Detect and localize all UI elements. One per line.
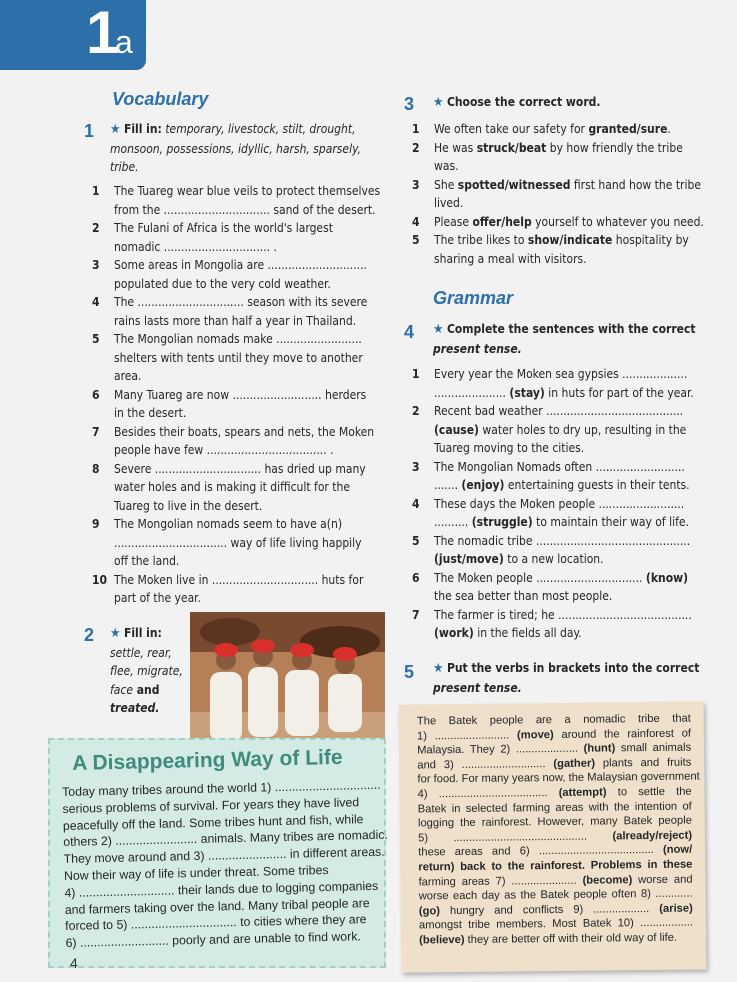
text-span: logging the rainforest. However, many Batek people bbox=[417, 814, 692, 830]
text-span: these areas and 6) ..................................... bbox=[418, 844, 664, 859]
word-choice: granted/sure bbox=[588, 122, 668, 136]
item-number: 8 bbox=[92, 461, 100, 476]
verb-hint: (hunt) bbox=[583, 742, 616, 755]
text-span: to settle the bbox=[606, 785, 692, 799]
list-item bbox=[92, 478, 377, 497]
vocabulary-heading: Vocabulary bbox=[112, 89, 209, 109]
star-icon: ★ bbox=[110, 626, 121, 641]
verb-hint: (cause) bbox=[434, 422, 479, 437]
exercise-3-list bbox=[412, 120, 702, 268]
text-line: others 2) ........................ animals. Many tribes are nomadic. bbox=[63, 828, 389, 850]
item-text: water holes and is making it difficult for the bbox=[114, 480, 351, 494]
list-item bbox=[412, 624, 702, 643]
item-text: the sea better than most people. bbox=[434, 589, 613, 603]
item-text: Recent bad weather ........................................ bbox=[434, 404, 684, 418]
item-text: The tribe likes to bbox=[434, 233, 528, 247]
word-choice: spotted/witnessed bbox=[457, 177, 571, 192]
list-item bbox=[412, 231, 702, 250]
word-choice: show/indicate bbox=[527, 233, 613, 247]
item-text: ..................... bbox=[434, 385, 510, 400]
item-text: The Fulani of Africa is the world's largest bbox=[114, 221, 333, 235]
item-text: by how friendly the tribe bbox=[546, 140, 683, 155]
exercise-5-text bbox=[416, 712, 700, 948]
text-span: farming areas 7) ..................... bbox=[418, 874, 583, 888]
verb-hint: (know) bbox=[645, 570, 689, 585]
list-item bbox=[92, 497, 377, 516]
verb-hint: (enjoy) bbox=[461, 478, 505, 492]
list-item bbox=[412, 458, 702, 477]
item-text: entertaining guests in their tents. bbox=[504, 478, 690, 492]
list-item bbox=[92, 256, 377, 275]
text-span: worse and bbox=[632, 873, 693, 886]
item-text: part of the year. bbox=[114, 591, 201, 605]
text-span: amongst tribe members. Most Batek 10) ................. bbox=[418, 916, 694, 932]
item-text: to maintain their way of life. bbox=[532, 515, 689, 529]
item-text: Every year the Moken sea gypsies ................... bbox=[434, 367, 688, 381]
list-item bbox=[92, 182, 381, 201]
star-icon: ★ bbox=[110, 122, 121, 137]
item-text: . bbox=[667, 122, 671, 136]
text-line: forced to 5) ............................... to cities where they are bbox=[65, 912, 367, 934]
text-span: they are better off with their old way of life. bbox=[464, 931, 678, 946]
exercise-1-list bbox=[92, 182, 381, 608]
item-text: The Moken people ............................... bbox=[434, 570, 646, 585]
item-text: area. bbox=[114, 369, 142, 383]
item-text: She bbox=[434, 177, 458, 192]
exercise-4-number: 4 bbox=[404, 322, 415, 342]
list-item bbox=[412, 402, 702, 421]
unit-number: 1 bbox=[86, 0, 120, 66]
exercise-5-number: 5 bbox=[404, 662, 415, 682]
text-span: Batek in selected farming areas with the intention of bbox=[417, 800, 692, 815]
exercise-3-number: 3 bbox=[404, 94, 415, 114]
unit-letter: a bbox=[115, 24, 133, 60]
item-number: 2 bbox=[92, 221, 100, 235]
item-text: nomadic ............................... . bbox=[114, 239, 277, 254]
star-icon: ★ bbox=[433, 661, 444, 676]
exercise-4-instruction: ★ Complete the sentences with the correct present tense. bbox=[433, 322, 696, 356]
list-item bbox=[92, 552, 377, 571]
verb-hint: (stay) bbox=[509, 385, 545, 400]
item-number: 2 bbox=[412, 404, 420, 418]
item-number: 3 bbox=[92, 258, 100, 272]
item-number: 3 bbox=[412, 177, 420, 192]
verb-hint: (just/move) bbox=[434, 552, 504, 566]
item-text: The Mongolian nomads seem to have a(n) bbox=[114, 517, 343, 531]
exercise-2-instruction: ★ Fill in: settle, rear, flee, migrate, face and treated. bbox=[110, 626, 183, 715]
list-item bbox=[92, 349, 377, 368]
item-text: Some areas in Mongolia are ............................. bbox=[114, 258, 367, 272]
item-text: The nomadic tribe ............................................. bbox=[434, 533, 691, 548]
item-number: 6 bbox=[412, 570, 420, 585]
item-text: We often take our safety for bbox=[434, 122, 589, 136]
page-number: 4 bbox=[70, 955, 78, 971]
item-text: off the land. bbox=[114, 554, 180, 568]
item-text: The Mongolian nomads make ......................... bbox=[114, 332, 362, 346]
exercise-1-number: 1 bbox=[84, 121, 95, 141]
item-number: 4 bbox=[92, 295, 100, 309]
list-item bbox=[412, 365, 702, 384]
item-number: 5 bbox=[412, 533, 420, 548]
reading-text bbox=[62, 777, 389, 952]
item-number: 7 bbox=[412, 607, 420, 622]
exercise-1-instruction: ★ Fill in: temporary, livestock, stilt, drought, monsoon, possessions, idyllic, harsh, sparsely, tribe. bbox=[110, 122, 361, 174]
exercise-3-instruction: ★ Choose the correct word. bbox=[433, 95, 601, 110]
text-span: 5) ........................................... bbox=[418, 830, 613, 845]
list-item bbox=[412, 569, 702, 588]
verb-hint: (already/reject) bbox=[612, 829, 693, 843]
item-text: to a new location. bbox=[503, 552, 604, 566]
item-text: Severe ............................... has dried up many bbox=[114, 461, 366, 476]
list-item bbox=[92, 219, 377, 238]
text-span: plants and fruits bbox=[594, 756, 692, 770]
item-text: .......... bbox=[434, 515, 472, 529]
list-item bbox=[92, 571, 377, 590]
list-item bbox=[412, 513, 702, 532]
item-number: 1 bbox=[412, 122, 420, 136]
item-text: Please bbox=[434, 214, 473, 229]
item-text: rains lasts more than half a year in Thailand. bbox=[114, 313, 357, 328]
list-item-continued bbox=[412, 250, 702, 269]
item-text: These days the Moken people ......................... bbox=[434, 496, 685, 511]
list-item bbox=[412, 120, 702, 139]
text-line bbox=[419, 930, 693, 947]
item-text: was. bbox=[434, 159, 459, 173]
item-number: 5 bbox=[92, 332, 100, 346]
item-number: 9 bbox=[92, 517, 100, 531]
item-text: shelters with tents until they move to another bbox=[114, 350, 363, 365]
item-text: hospitality by bbox=[612, 233, 689, 247]
item-text: first hand how the tribe bbox=[570, 177, 701, 192]
list-item bbox=[412, 439, 702, 458]
text-line: serious problems of survival. For years they have lived bbox=[62, 795, 360, 816]
item-number: 1 bbox=[92, 184, 100, 198]
item-number: 2 bbox=[412, 140, 420, 155]
verb-hint: (move) bbox=[516, 728, 554, 741]
item-text: water holes to dry up, resulting in the bbox=[479, 422, 687, 437]
item-number: 3 bbox=[412, 459, 420, 474]
list-item-continued bbox=[412, 157, 702, 176]
item-number: 4 bbox=[412, 496, 420, 511]
item-text: The Tuareg wear blue veils to protect themselves bbox=[114, 184, 381, 198]
list-item bbox=[92, 330, 377, 349]
verb-hint: (become) bbox=[582, 873, 633, 887]
item-text: in the fields all day. bbox=[473, 626, 582, 640]
verb-hint: (believe) bbox=[419, 933, 465, 947]
verb-hint: (work) bbox=[434, 626, 474, 640]
list-item bbox=[412, 550, 702, 569]
text-span: Malaysia. They 2) .................... bbox=[417, 742, 584, 757]
item-text: lived. bbox=[434, 196, 464, 210]
verb-hint: (go) bbox=[418, 904, 441, 918]
word-choice: offer/help bbox=[472, 214, 532, 229]
item-text: Tuareg to live in the desert. bbox=[114, 498, 263, 513]
item-text: people have few ................................... . bbox=[114, 443, 334, 457]
text-span: 4) ................................... bbox=[417, 786, 559, 801]
verb-hint: (attempt) bbox=[558, 786, 607, 799]
item-text: Many Tuareg are now .......................... herders bbox=[114, 387, 367, 402]
list-item bbox=[92, 515, 377, 534]
text-line: peacefully off the land. Some tribes hunt and fish, while bbox=[62, 811, 364, 833]
reading-title: A Disappearing Way of Life bbox=[72, 745, 343, 775]
exercise-2-number: 2 bbox=[84, 625, 95, 645]
verb-hint: (struggle) bbox=[471, 515, 533, 529]
list-item bbox=[92, 423, 377, 442]
item-number: 10 bbox=[92, 572, 108, 587]
item-text: He was bbox=[434, 140, 477, 155]
item-text: The Moken live in ............................... huts for bbox=[114, 572, 364, 587]
text-line: 6) .......................... poorly and are unable to find work. bbox=[65, 929, 361, 951]
item-text: from the ............................... sand of the desert. bbox=[114, 202, 376, 217]
list-item bbox=[92, 460, 377, 479]
item-number: 6 bbox=[92, 387, 100, 402]
list-item bbox=[92, 201, 377, 220]
exercise-5-instruction: ★ Put the verbs in brackets into the correct present tense. bbox=[433, 661, 700, 695]
verb-hint: (gather) bbox=[553, 757, 596, 770]
list-item bbox=[412, 384, 702, 403]
text-span: small animals bbox=[615, 741, 692, 755]
list-item bbox=[92, 312, 377, 331]
list-item bbox=[92, 293, 377, 312]
list-item bbox=[412, 176, 702, 195]
list-item bbox=[92, 589, 377, 608]
item-text: ....... bbox=[434, 478, 462, 492]
text-span: 1) ........................ bbox=[416, 728, 518, 743]
text-span: and 3) ........................... bbox=[417, 757, 554, 772]
text-span: worse each day as the Batek people often 8) ............ bbox=[418, 887, 693, 903]
star-icon: ★ bbox=[433, 322, 444, 337]
text-line: Now their way of life is under threat. Some tribes bbox=[63, 862, 329, 883]
text-line: They move around and 3) ....................... in different areas. bbox=[63, 844, 385, 867]
list-item bbox=[412, 532, 702, 551]
item-text: ................................. way of life living happily bbox=[114, 535, 362, 550]
item-text: populated due to the very cold weather. bbox=[114, 276, 331, 291]
verb-hint: return) back to the rainforest. Problems in these bbox=[418, 858, 693, 874]
list-item bbox=[412, 606, 702, 625]
word-choice: struck/beat bbox=[476, 140, 547, 155]
star-icon: ★ bbox=[433, 95, 444, 110]
item-text: Tuareg moving to the cities. bbox=[434, 441, 585, 455]
verb-hint: (now/ bbox=[662, 843, 693, 857]
list-item bbox=[92, 275, 377, 294]
item-text: in huts for part of the year. bbox=[544, 385, 694, 400]
text-line: 4) ............................ their lands due to logging companies bbox=[64, 878, 379, 900]
item-number: 5 bbox=[412, 233, 420, 247]
list-item bbox=[92, 441, 377, 460]
list-item bbox=[412, 476, 702, 495]
item-text: in the desert. bbox=[114, 406, 187, 420]
list-item bbox=[92, 534, 377, 553]
list-item-continued bbox=[412, 194, 702, 213]
list-item bbox=[412, 495, 702, 514]
item-text: sharing a meal with visitors. bbox=[434, 251, 587, 266]
list-item bbox=[412, 421, 702, 440]
item-text: Besides their boats, spears and nets, the Moken bbox=[114, 424, 375, 439]
item-text: The farmer is tired; he ....................................... bbox=[434, 607, 692, 622]
grammar-heading: Grammar bbox=[433, 288, 514, 308]
item-text: yourself to whatever you need. bbox=[531, 214, 704, 229]
verb-hint: (arise) bbox=[659, 902, 693, 915]
list-item bbox=[92, 404, 377, 423]
text-span: for food. For many years now, the Malaysian government bbox=[417, 770, 700, 786]
item-text: The ............................... season with its severe bbox=[114, 295, 368, 309]
text-line: and farmers taking over the land. Many tribal people are bbox=[64, 895, 370, 917]
item-text: The Mongolian Nomads often .......................... bbox=[434, 459, 685, 474]
list-item bbox=[412, 213, 702, 232]
item-number: 1 bbox=[412, 367, 420, 381]
list-item bbox=[412, 587, 702, 606]
list-item bbox=[92, 386, 377, 405]
text-line: Today many tribes around the world 1) ............................... bbox=[62, 777, 381, 799]
text-span: around the rainforest of bbox=[553, 727, 692, 741]
list-item bbox=[412, 139, 702, 158]
item-number: 4 bbox=[412, 214, 420, 229]
exercise-4-list bbox=[412, 365, 702, 643]
text-span: hungry and conflicts 9) .................. bbox=[439, 902, 660, 917]
list-item bbox=[92, 238, 377, 257]
text-span: The Batek people are a nomadic tribe that bbox=[416, 712, 691, 728]
list-item bbox=[92, 367, 377, 386]
item-number: 7 bbox=[92, 424, 100, 439]
